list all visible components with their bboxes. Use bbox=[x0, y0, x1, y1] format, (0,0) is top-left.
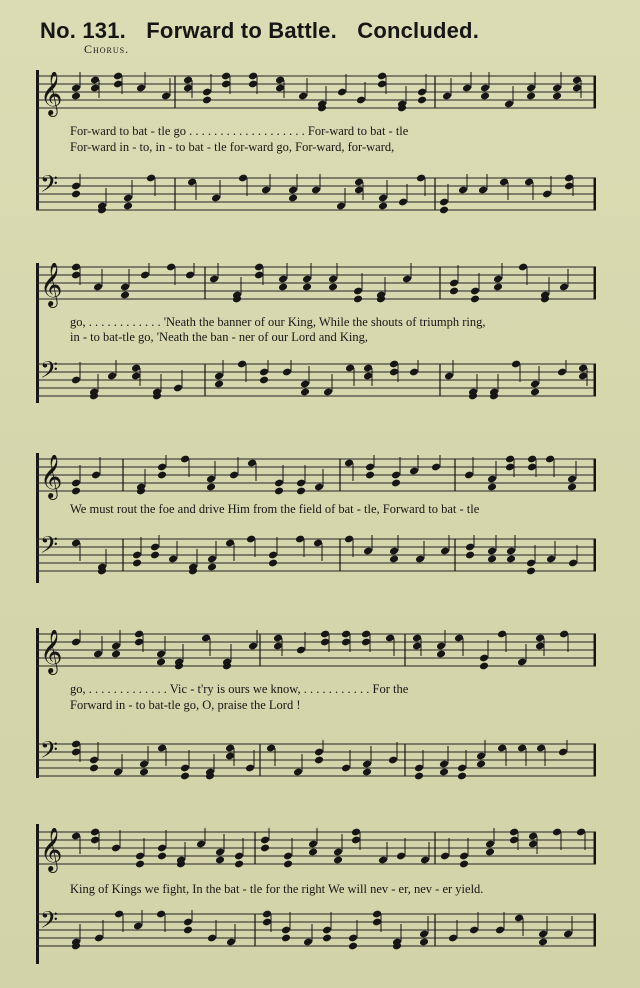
treble-staff bbox=[36, 72, 596, 115]
note-head bbox=[493, 283, 503, 292]
note-head bbox=[71, 92, 81, 101]
note-head bbox=[260, 844, 270, 853]
note-head bbox=[506, 555, 516, 564]
note-head bbox=[180, 772, 190, 781]
bass-clef-icon: 𝄢 bbox=[40, 740, 59, 769]
note-head bbox=[157, 471, 167, 480]
hymn-number: No. 131. bbox=[40, 18, 126, 43]
note-head bbox=[157, 852, 167, 861]
note-head bbox=[333, 856, 343, 865]
note-head bbox=[120, 291, 130, 300]
bass-staff-lines bbox=[36, 174, 596, 222]
note-head bbox=[135, 860, 145, 869]
note-head bbox=[552, 92, 562, 101]
bass-staff bbox=[36, 174, 596, 214]
note-head bbox=[89, 764, 99, 773]
lyric-line: For-ward in - to, in - to bat - tle for-ward go, For-ward, for-ward, bbox=[70, 140, 395, 154]
bass-staff bbox=[36, 910, 596, 950]
bass-clef-icon: 𝄢 bbox=[40, 535, 59, 564]
lyric-line: Forward in - to bat-tle go, O, praise the Lord ! bbox=[70, 698, 301, 712]
note-head bbox=[457, 772, 467, 781]
note-head bbox=[300, 388, 310, 397]
note-head bbox=[530, 388, 540, 397]
treble-staff-lines bbox=[36, 72, 596, 120]
music-system-1 bbox=[36, 62, 596, 222]
bass-staff-lines bbox=[36, 910, 596, 958]
note-head bbox=[156, 658, 166, 667]
note-head bbox=[538, 938, 548, 947]
note-head bbox=[139, 768, 149, 777]
treble-staff bbox=[36, 828, 596, 871]
treble-staff bbox=[36, 455, 596, 498]
bass-clef-icon: 𝄢 bbox=[40, 360, 59, 389]
note-head bbox=[302, 283, 312, 292]
lyric-line: in - to bat-tle go, 'Neath the ban - ner of our Lord and King, bbox=[70, 330, 368, 344]
note-head bbox=[274, 487, 284, 496]
note-head bbox=[567, 483, 577, 492]
note-head bbox=[414, 772, 424, 781]
note-head bbox=[281, 934, 291, 943]
note-head bbox=[322, 934, 332, 943]
bass-staff bbox=[36, 360, 596, 400]
bass-clef-icon: 𝄢 bbox=[40, 910, 59, 939]
note-head bbox=[183, 926, 193, 935]
treble-staff bbox=[36, 263, 596, 306]
hymn-status: Concluded. bbox=[357, 18, 480, 43]
note-head bbox=[214, 380, 224, 389]
note-head bbox=[365, 471, 375, 480]
note-head bbox=[234, 860, 244, 869]
note-head bbox=[328, 283, 338, 292]
treble-clef-icon: 𝄞 bbox=[40, 72, 63, 115]
music-system-4 bbox=[36, 622, 596, 792]
lyric-line: We must rout the foe and drive Him from the field of bat - tle, Forward to bat - tle bbox=[70, 502, 480, 516]
note-head bbox=[526, 92, 536, 101]
note-head bbox=[71, 190, 81, 199]
note-head bbox=[206, 483, 216, 492]
section-label: Chorus. bbox=[84, 42, 130, 56]
treble-clef-icon: 𝄞 bbox=[40, 263, 63, 306]
music-system-5 bbox=[36, 818, 596, 978]
treble-staff-lines bbox=[36, 263, 596, 311]
note-head bbox=[470, 295, 480, 304]
bass-staff bbox=[36, 740, 596, 780]
music-system-2 bbox=[36, 255, 596, 415]
note-head bbox=[278, 283, 288, 292]
note-head bbox=[348, 942, 358, 951]
note-head bbox=[449, 287, 459, 296]
note-head bbox=[268, 559, 278, 568]
bass-staff-lines bbox=[36, 360, 596, 408]
page-title bbox=[40, 18, 620, 44]
lyric-line: go, . . . . . . . . . . . . . Vic - t'ry is ours we know, . . . . . . . . . . . For the bbox=[70, 682, 409, 696]
note-head bbox=[71, 487, 81, 496]
note-head bbox=[439, 768, 449, 777]
treble-staff-lines bbox=[36, 828, 596, 876]
note-head bbox=[487, 483, 497, 492]
note-head bbox=[132, 559, 142, 568]
note-head bbox=[436, 650, 446, 659]
note-head bbox=[417, 96, 427, 105]
treble-clef-icon: 𝄞 bbox=[40, 455, 63, 498]
note-head bbox=[476, 760, 486, 769]
note-head bbox=[362, 768, 372, 777]
note-head bbox=[314, 756, 324, 765]
note-head bbox=[389, 555, 399, 564]
note-head bbox=[479, 662, 489, 671]
note-head bbox=[111, 650, 121, 659]
bass-staff-lines bbox=[36, 740, 596, 788]
treble-clef-icon: 𝄞 bbox=[40, 630, 63, 673]
treble-clef-icon: 𝄞 bbox=[40, 828, 63, 871]
note-head bbox=[150, 551, 160, 560]
hymn-title: Forward to Battle. bbox=[146, 18, 337, 43]
note-head bbox=[123, 202, 133, 211]
lyric-line: King of Kings we fight, In the bat - tle for the right We will nev - er, nev - er yield. bbox=[70, 882, 484, 896]
lyric-line: go, . . . . . . . . . . . . 'Neath the banner of our King, While the shouts of triumph ring, bbox=[70, 315, 486, 329]
note-head bbox=[283, 860, 293, 869]
lyric-line: For-ward to bat - tle go . . . . . . . . . . . . . . . . . . . For-ward to bat - tle bbox=[70, 124, 409, 138]
note-head bbox=[485, 848, 495, 857]
bass-staff bbox=[36, 535, 596, 575]
music-system-3 bbox=[36, 445, 596, 595]
treble-staff bbox=[36, 630, 596, 673]
treble-staff-lines bbox=[36, 630, 596, 678]
note-head bbox=[353, 295, 363, 304]
note-head bbox=[288, 194, 298, 203]
note-head bbox=[465, 551, 475, 560]
treble-staff-lines bbox=[36, 455, 596, 503]
note-head bbox=[378, 202, 388, 211]
note-head bbox=[391, 479, 401, 488]
note-head bbox=[419, 938, 429, 947]
note-head bbox=[207, 563, 217, 572]
note-head bbox=[526, 567, 536, 576]
note-head bbox=[487, 555, 497, 564]
note-head bbox=[296, 487, 306, 496]
bass-clef-icon: 𝄢 bbox=[40, 174, 59, 203]
note-head bbox=[439, 206, 449, 215]
note-head bbox=[215, 856, 225, 865]
note-head bbox=[459, 860, 469, 869]
bass-staff-lines bbox=[36, 535, 596, 583]
note-head bbox=[202, 96, 212, 105]
note-head bbox=[259, 376, 269, 385]
note-head bbox=[480, 92, 490, 101]
note-head bbox=[308, 848, 318, 857]
